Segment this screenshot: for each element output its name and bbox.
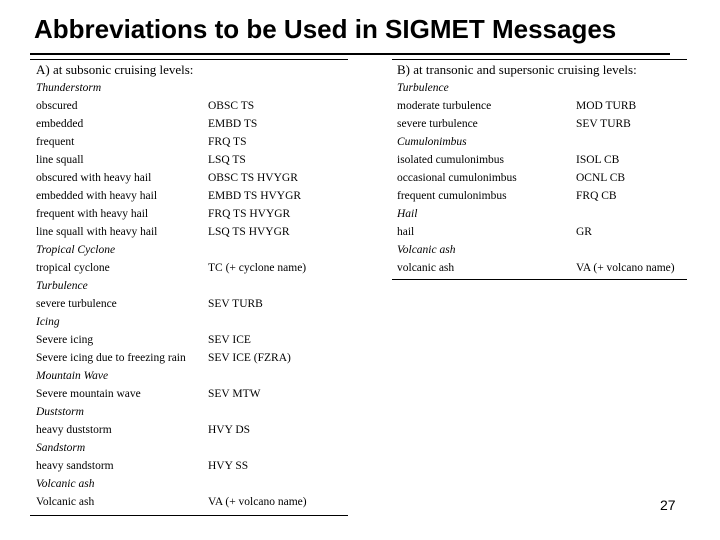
abbreviation-text: MOD TURB [576, 100, 637, 112]
term-text: severe turbulence [36, 298, 117, 310]
term-text: embedded [36, 118, 84, 130]
term-text: obscured [36, 100, 78, 112]
abbreviation-text: FRQ CB [576, 190, 617, 202]
category-label: Thunderstorm [36, 82, 102, 94]
category-label: Tropical Cyclone [36, 244, 116, 256]
abbreviation-text: FRQ TS HVYGR [208, 208, 291, 220]
section-b-top-rule [392, 59, 687, 60]
abbreviation-text: SEV TURB [208, 298, 263, 310]
abbreviation-text: SEV MTW [208, 388, 261, 400]
abbreviation-text: OBSC TS HVYGR [208, 172, 298, 184]
page-title: Abbreviations to be Used in SIGMET Messages [34, 14, 617, 44]
category-label: Sandstorm [36, 442, 86, 454]
term-text: hail [397, 226, 415, 238]
abbreviation-text: HVY SS [208, 460, 249, 472]
term-text: occasional cumulonimbus [397, 172, 517, 184]
term-text: heavy sandstorm [36, 460, 114, 472]
abbreviation-text: EMBD TS [208, 118, 258, 130]
abbreviation-text: LSQ TS HVYGR [208, 226, 290, 238]
term-text: frequent [36, 136, 75, 148]
term-text: frequent cumulonimbus [397, 190, 507, 202]
category-label: Mountain Wave [36, 370, 109, 382]
category-label: Icing [36, 316, 60, 328]
abbreviation-text: HVY DS [208, 424, 251, 436]
term-text: tropical cyclone [36, 262, 110, 274]
abbreviation-text: SEV ICE [208, 334, 251, 346]
category-label: Volcanic ash [36, 478, 95, 490]
section-b-bottom-rule [392, 279, 687, 280]
term-text: severe turbulence [397, 118, 478, 130]
abbreviation-text: GR [576, 226, 592, 238]
category-label: Duststorm [36, 406, 84, 418]
abbreviation-text: VA (+ volcano name) [208, 496, 307, 508]
term-text: frequent with heavy hail [36, 208, 149, 220]
section-a-bottom-rule [30, 515, 348, 516]
title-divider [30, 53, 670, 55]
term-text: Severe icing [36, 334, 94, 346]
abbreviation-text: FRQ TS [208, 136, 247, 148]
abbreviation-text: TC (+ cyclone name) [208, 262, 307, 274]
term-text: obscured with heavy hail [36, 172, 152, 184]
abbreviation-text: SEV ICE (FZRA) [208, 352, 291, 364]
abbreviation-text: OCNL CB [576, 172, 626, 184]
category-label: Turbulence [397, 82, 449, 94]
page-number: 27 [660, 497, 676, 513]
term-text: Severe mountain wave [36, 388, 141, 400]
term-text: Volcanic ash [36, 496, 95, 508]
term-text: embedded with heavy hail [36, 190, 158, 202]
section-b-header: B) at transonic and supersonic cruising levels: [397, 62, 637, 77]
section-a-top-rule [30, 59, 348, 60]
abbreviation-text: EMBD TS HVYGR [208, 190, 302, 202]
abbreviation-text: LSQ TS [208, 154, 246, 166]
category-label: Volcanic ash [397, 244, 456, 256]
category-label: Hail [397, 208, 418, 220]
category-label: Turbulence [36, 280, 88, 292]
abbreviation-text: ISOL CB [576, 154, 620, 166]
term-text: volcanic ash [397, 262, 455, 274]
term-text: Severe icing due to freezing rain [36, 352, 186, 364]
term-text: line squall [36, 154, 84, 166]
term-text: heavy duststorm [36, 424, 112, 436]
term-text: moderate turbulence [397, 100, 492, 112]
section-a-header: A) at subsonic cruising levels: [36, 62, 194, 77]
term-text: line squall with heavy hail [36, 226, 158, 238]
term-text: isolated cumulonimbus [397, 154, 505, 166]
abbreviation-text: VA (+ volcano name) [576, 262, 675, 274]
abbreviation-text: OBSC TS [208, 100, 255, 112]
category-label: Cumulonimbus [397, 136, 467, 148]
abbreviation-text: SEV TURB [576, 118, 631, 130]
